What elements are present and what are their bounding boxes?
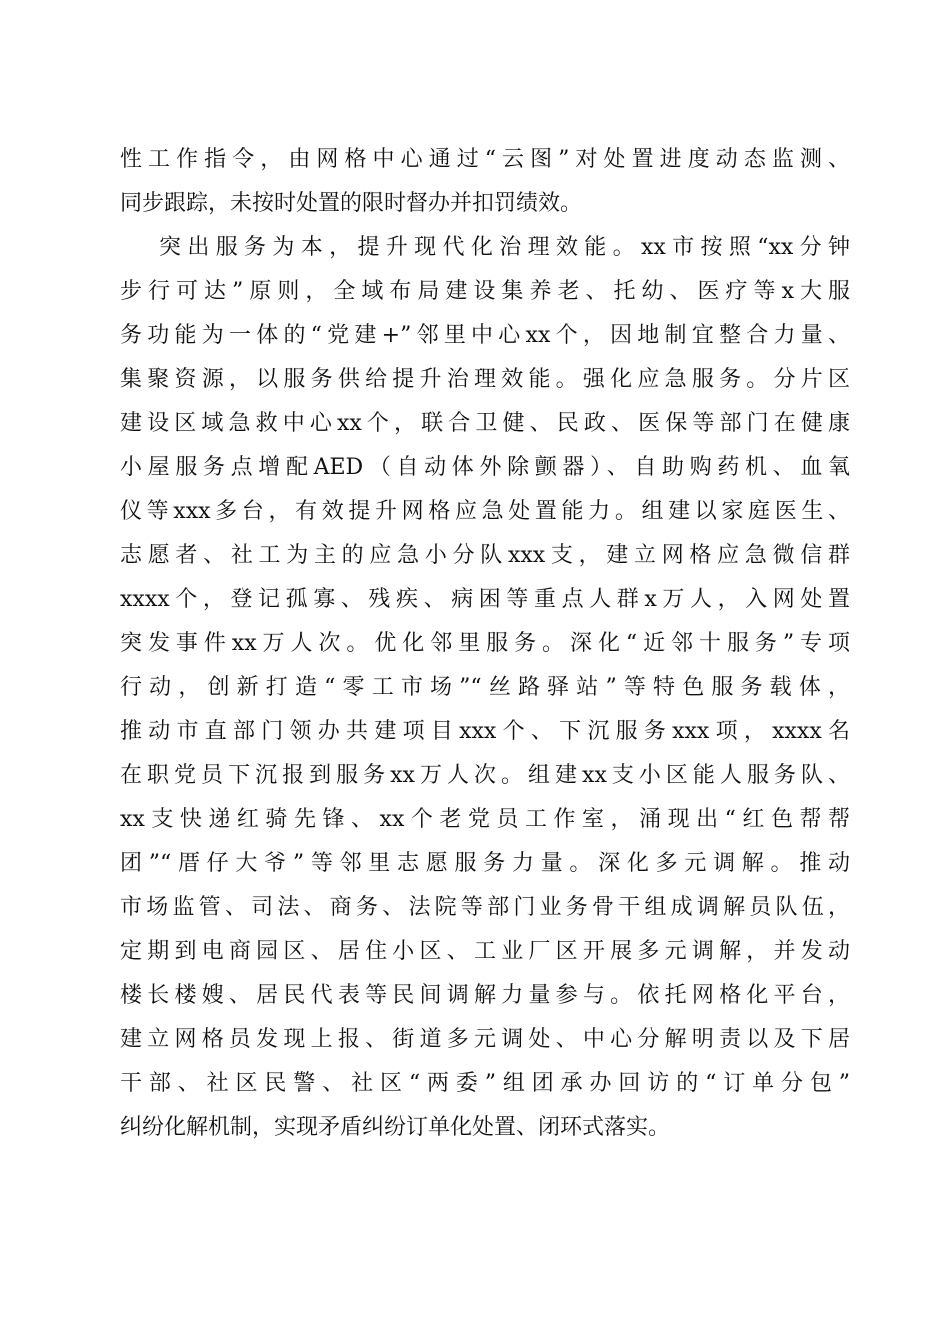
body-text [120, 138, 850, 1150]
text-line: 建设区域急救中心xx个，联合卫健、民政、医保等部门在健康 [120, 411, 850, 436]
text-line: xx支快递红骑先锋、xx个老党员工作室，涌现出“红色帮帮 [120, 807, 850, 832]
text-line: 集聚资源，以服务供给提升治理效能。强化应急服务。分片区 [120, 367, 850, 392]
text-line: 市场监管、司法、商务、法院等部门业务骨干组成调解员队伍， [120, 895, 850, 920]
text-line: 行动，创新打造“零工市场”“丝路驿站”等特色服务载体， [120, 675, 850, 700]
text-line: 突发事件xx万人次。优化邻里服务。深化“近邻十服务”专项 [120, 631, 850, 656]
text-line: 楼长楼嫂、居民代表等民间调解力量参与。依托网格化平台， [120, 983, 850, 1008]
text-line: 志愿者、社工为主的应急小分队xxx支，建立网格应急微信群 [120, 543, 850, 568]
text-line: 性工作指令，由网格中心通过“云图”对处置进度动态监测、 [120, 147, 850, 172]
text-line: 同步跟踪，未按时处置的限时督办并扣罚绩效。 [120, 191, 583, 216]
text-line: 推动市直部门领办共建项目xxx个、下沉服务xxx项，xxxx名 [120, 719, 850, 744]
text-line: 干部、社区民警、社区“两委”组团承办回访的“订单分包” [120, 1071, 850, 1096]
text-line: 突出服务为本，提升现代化治理效能。xx市按照“xx分钟 [159, 235, 850, 260]
text-line: 建立网格员发现上报、街道多元调处、中心分解明责以及下居 [120, 1027, 850, 1052]
text-line: 在职党员下沉报到服务xx万人次。组建xx支小区能人服务队、 [120, 763, 850, 788]
text-line: xxxx个，登记孤寡、残疾、病困等重点人群x万人，入网处置 [120, 587, 850, 612]
text-line: 务功能为一体的“党建+”邻里中心xx个，因地制宜整合力量、 [120, 323, 850, 348]
text-line: 团”“厝仔大爷”等邻里志愿服务力量。深化多元调解。推动 [120, 851, 850, 876]
text-line: 仪等xxx多台，有效提升网格应急处置能力。组建以家庭医生、 [120, 499, 850, 524]
text-line: 小屋服务点增配AED（自动体外除颤器）、自助购药机、血氧 [120, 455, 850, 480]
text-line: 定期到电商园区、居住小区、工业厂区开展多元调解，并发动 [120, 939, 850, 964]
text-line: 步行可达”原则，全域布局建设集养老、托幼、医疗等x大服 [120, 279, 850, 304]
text-line: 纠纷化解机制，实现矛盾纠纷订单化处置、闭环式落实。 [120, 1115, 671, 1140]
